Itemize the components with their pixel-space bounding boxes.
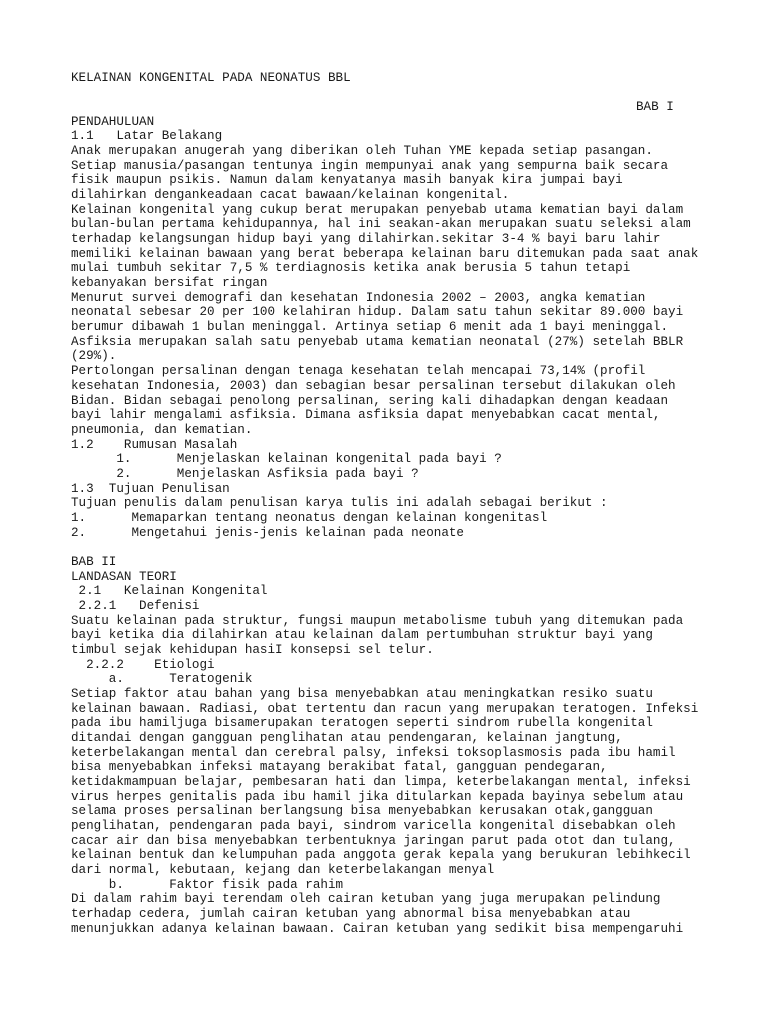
text-line: menunjukkan adanya kelainan bawaan. Cairan ketuban yang sedikit bisa mempengaruhi	[71, 921, 684, 936]
text-line: 1.1 Latar Belakang	[71, 129, 223, 144]
text-line: ditandai dengan gangguan penglihatan atau pendengaran, kelainan jangtung,	[71, 730, 623, 745]
text-line: Tujuan penulis dalam penulisan karya tulis ini adalah sebagai berikut :	[71, 496, 608, 511]
text-line: berumur dibawah 1 bulan meninggal. Artinya setiap 6 menit ada 1 bayi meninggal.	[71, 320, 669, 335]
text-line: terhadap cedera, jumlah cairan ketuban yang abnormal bisa menyebabkan atau	[71, 907, 631, 922]
text-line: 2. Menjelaskan Asfiksia pada bayi ?	[71, 466, 419, 481]
blank-line	[71, 540, 761, 555]
text-line: Di dalam rahim bayi terendam oleh cairan ketuban yang juga merupakan pelindung	[71, 892, 661, 907]
text-line: Suatu kelainan pada struktur, fungsi maupun metabolisme tubuh yang ditemukan pada	[71, 613, 684, 628]
text-line: kesehatan Indonesia, 2003) dan sebagian besar persalinan tersebut dilakukan oleh	[71, 378, 676, 393]
text-line: bayi lahir mengalami asfiksia. Dimana asfiksia dapat menyebabkan cacat mental,	[71, 408, 661, 423]
text-line: 1. Menjelaskan kelainan kongenital pada bayi ?	[71, 452, 502, 467]
text-line: Setiap faktor atau bahan yang bisa menyebabkan atau meningkatkan resiko suatu	[71, 686, 653, 701]
text-line: Kelainan kongenital yang cukup berat merupakan penyebab utama kematian bayi dalam	[71, 202, 684, 217]
text-line: dari normal, kebutaan, kejang dan keterbelakangan menyal	[71, 863, 495, 877]
text-line: b. Faktor fisik pada rahim	[71, 877, 344, 892]
text-line: Anak merupakan anugerah yang diberikan oleh Tuhan YME kepada setiap pasangan.	[71, 144, 653, 159]
text-line: dilahirkan dengankeadaan cacat bawaan/kelainan kongenital.	[71, 188, 510, 203]
text-line: bulan-bulan pertama kehidupannya, hal ini seakan-akan merupakan suatu seleksi alam	[71, 217, 691, 232]
text-line: 2.1 Kelainan Kongenital	[71, 584, 268, 599]
text-line: 1.2 Rumusan Masalah	[71, 437, 238, 452]
text-line: (29%).	[71, 349, 117, 364]
text-line: penglihatan, pendengaran pada bayi, sindrom varicella kongenital disebabkan oleh	[71, 818, 676, 833]
text-line: 2.2.1 Defenisi	[71, 598, 200, 613]
text-line: kelainan bawaan. Radiasi, obat tertentu dan racun yang merupakan teratogen. Infeksi	[71, 701, 699, 716]
text-line: cacar air dan bisa menyebabkan terbentuknya jaringan parut pada otot dan tulang,	[71, 833, 676, 848]
text-line: pneumonia, dan kematian.	[71, 422, 253, 437]
text-line: LANDASAN TEORI	[71, 569, 177, 584]
text-line: keterbelakangan mental dan cerebral palsy, infeksi toksoplasmosis pada ibu hamil	[71, 745, 676, 760]
text-line: kelainan bentuk dan kelumpuhan pada anggota gerak kepala yang berukuran lebihkecil	[71, 848, 691, 863]
text-line: bisa menyebabkan infeksi matayang berakibat fatal, gangguan pendegaran,	[71, 760, 608, 775]
text-line: 1. Memaparkan tentang neonatus dengan kelainan kongenitasl	[71, 510, 548, 525]
text-line: ketidakmampuan belajar, pembesaran hati dan limpa, keterbelakangan mental, infeksi	[71, 774, 691, 789]
document-title: KELAINAN KONGENITAL PADA NEONATUS BBL	[71, 71, 351, 85]
text-line: Menurut survei demografi dan kesehatan Indonesia 2002 – 2003, angka kematian	[71, 290, 646, 305]
text-line: timbul sejak kehidupan hasiI konsepsi sel telur.	[71, 642, 434, 657]
text-line: 2.2.2 Etiologi	[71, 657, 215, 672]
text-line: Asfiksia merupakan salah satu penyebab utama kematian neonatal (27%) setelah BBLR	[71, 334, 684, 349]
text-line: a. Teratogenik	[71, 672, 253, 687]
document-body	[71, 115, 761, 937]
text-line: pada ibu hamiljuga bisamerupakan teratogen seperti sindrom rubella kongenital	[71, 716, 653, 731]
text-line: memiliki kelainan bawaan yang berat beberapa kelainan baru ditemukan pada saat anak	[71, 246, 699, 261]
text-line: Setiap manusia/pasangan tentunya ingin mempunyai anak yang sempurna baik secara	[71, 158, 669, 173]
text-line: 2. Mengetahui jenis-jenis kelainan pada neonate	[71, 525, 464, 540]
text-line: PENDAHULUAN	[71, 114, 155, 129]
text-line: selama proses persalinan berlangsung bisa menyebabkan kerusakan otak,gangguan	[71, 804, 653, 819]
text-line: Bidan. Bidan sebagai penolong persalinan, sering kali dihadapkan dengan keadaan	[71, 393, 669, 408]
text-line: fisik maupun psikis. Namun dalam kenyatanya masih banyak kira jumpai bayi	[71, 173, 623, 188]
text-line: neonatal sebesar 20 per 100 kelahiran hidup. Dalam satu tahun sekitar 89.000 bayi	[71, 305, 684, 320]
text-line: virus herpes genitalis pada ibu hamil jika ditularkan kepada bayinya sebelum atau	[71, 789, 684, 804]
text-line: terhadap kelangsungan hidup bayi yang dilahirkan.sekitar 3-4 % bayi baru lahir	[71, 232, 661, 247]
bab-1-label: BAB I	[636, 100, 674, 115]
document-page	[71, 71, 761, 936]
text-line: bayi ketika dia dilahirkan atau kelainan dalam pertumbuhan struktur bayi yang	[71, 628, 653, 643]
text-line: 1.3 Tujuan Penulisan	[71, 481, 230, 496]
text-line: BAB II	[71, 554, 117, 569]
text-line: kebanyakan bersifat ringan	[71, 276, 268, 291]
text-line: mulai tumbuh sekitar 7,5 % terdiagnosis ketika anak berusia 5 tahun tetapi	[71, 261, 631, 276]
text-line: Pertolongan persalinan dengan tenaga kesehatan telah mencapai 73,14% (profil	[71, 364, 646, 379]
